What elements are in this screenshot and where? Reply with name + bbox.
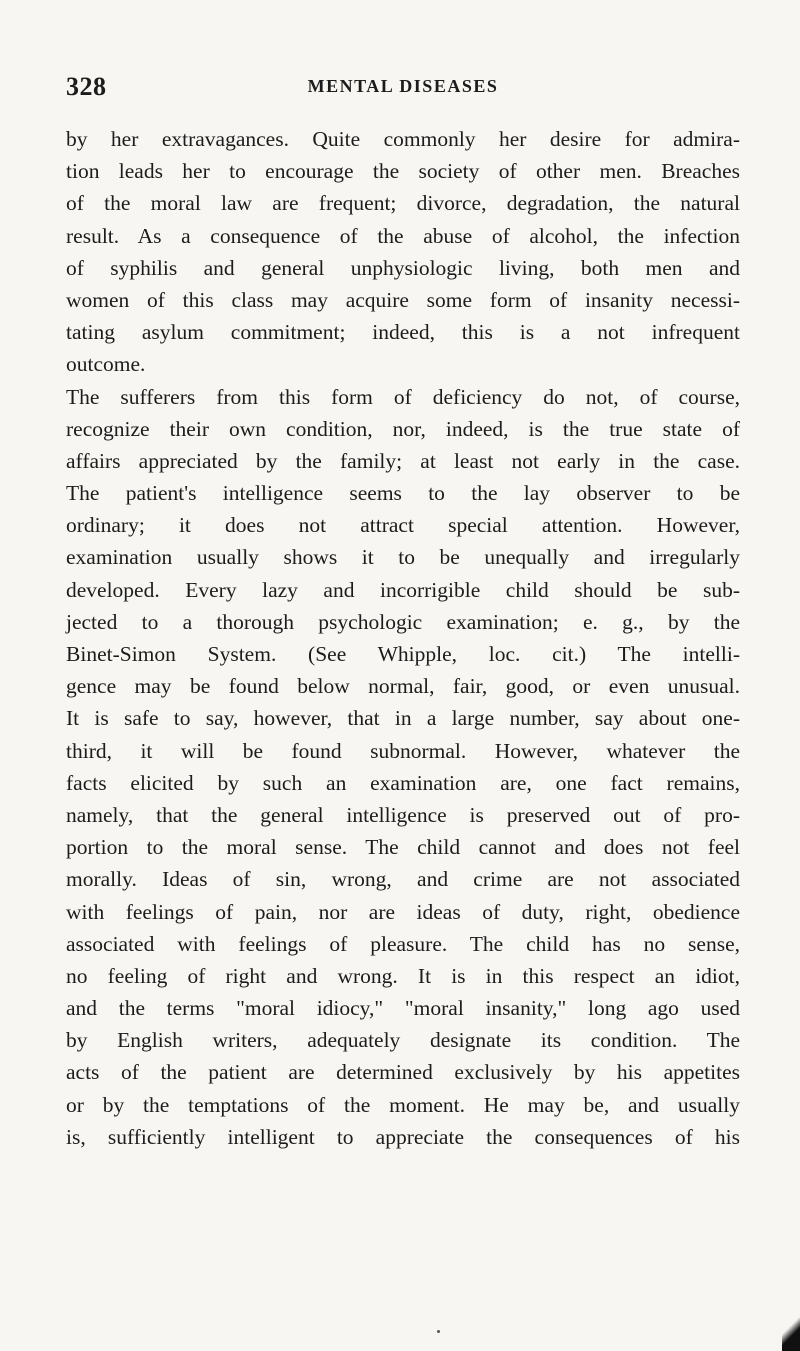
text-line: or by the temptations of the moment. He may be, and usually [66, 1092, 740, 1117]
running-head [66, 72, 740, 106]
text-line: third, it will be found subnormal. However, whatever the [66, 738, 740, 763]
paragraph-2 [66, 381, 740, 1154]
text-line: and the terms "moral idiocy," "moral insanity," long ago used [66, 996, 740, 1021]
text-line: by her extravagances. Quite commonly her desire for admira- [66, 127, 740, 151]
text-line: outcome. [66, 352, 146, 377]
text-line: is, sufficiently intelligent to appreciate the consequences of his [66, 1124, 740, 1149]
text-line: with feelings of pain, nor are ideas of duty, right, obedience [66, 899, 740, 924]
text-line: It is safe to say, however, that in a large number, say about one- [66, 706, 740, 731]
book-page [66, 72, 740, 1153]
text-line: affairs appreciated by the family; at least not early in the case. [66, 448, 740, 473]
text-line: The sufferers from this form of deficiency do not, of course, [66, 384, 740, 409]
text-line: morally. Ideas of sin, wrong, and crime are not associated [66, 867, 740, 892]
text-line: The patient's intelligence seems to the lay observer to be [66, 481, 740, 506]
page-number: 328 [66, 72, 107, 101]
scan-speck [437, 1330, 440, 1333]
text-line: by English writers, adequately designate its condition. The [66, 1028, 740, 1053]
text-line: recognize their own condition, nor, indeed, is the true state of [66, 416, 740, 441]
text-line: of the moral law are frequent; divorce, degradation, the natural [66, 191, 740, 216]
text-line: of syphilis and general unphysiologic living, both men and [66, 255, 740, 280]
scan-corner-shadow [782, 1311, 800, 1351]
text-line: tion leads her to encourage the society of other men. Breaches [66, 159, 740, 184]
text-line: no feeling of right and wrong. It is in this respect an idiot, [66, 963, 740, 988]
text-line: portion to the moral sense. The child cannot and does not feel [66, 835, 740, 860]
text-line: examination usually shows it to be unequally and irregularly [66, 545, 740, 570]
text-line: result. As a consequence of the abuse of alcohol, the infection [66, 223, 740, 248]
text-line: associated with feelings of pleasure. The child has no sense, [66, 931, 740, 956]
text-line: gence may be found below normal, fair, good, or even unusual. [66, 674, 740, 699]
text-line: developed. Every lazy and incorrigible child should be sub- [66, 577, 740, 602]
text-line: ordinary; it does not attract special attention. However, [66, 513, 740, 538]
text-line: namely, that the general intelligence is preserved out of pro- [66, 802, 740, 827]
text-line: acts of the patient are determined exclusively by his appetites [66, 1060, 740, 1085]
body-text [66, 123, 740, 1153]
text-line: jected to a thorough psychologic examination; e. g., by the [66, 609, 740, 634]
text-line: women of this class may acquire some form of insanity necessi- [66, 287, 740, 312]
text-line: tating asylum commitment; indeed, this is a not infrequent [66, 320, 740, 345]
text-line: facts elicited by such an examination are, one fact remains, [66, 770, 740, 795]
running-title: MENTAL DISEASES [307, 76, 499, 96]
text-line: Binet-Simon System. (See Whipple, loc. cit.) The intelli- [66, 642, 740, 666]
paragraph-1 [66, 123, 740, 381]
